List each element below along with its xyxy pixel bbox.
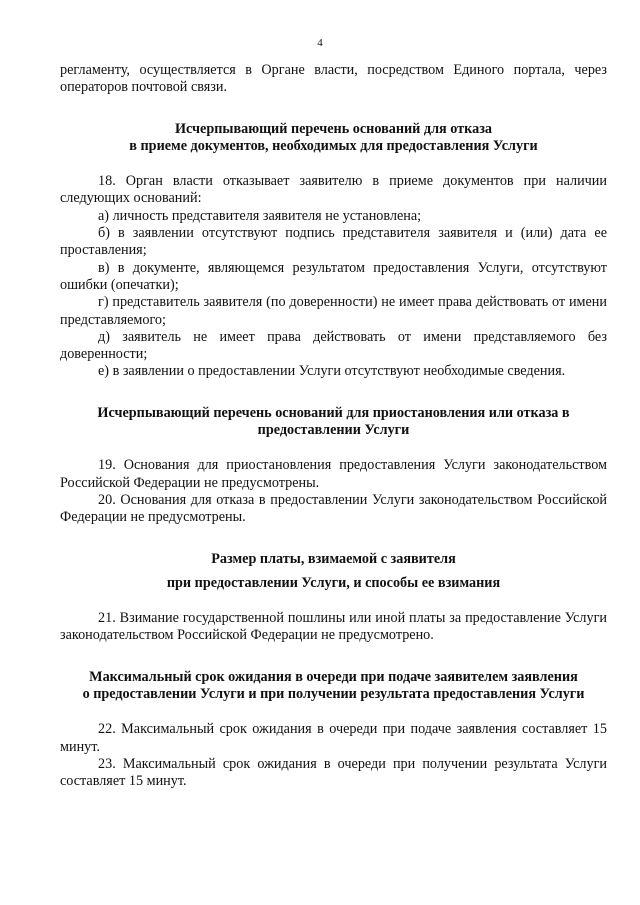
paragraph-19: 19. Основания для приостановления предоставления Услуги законодательством Российской Федерации не предусмотрены. [60, 457, 607, 491]
list-item-b: б) в заявлении отсутствуют подпись представителя заявителя и (или) дата ее проставления; [60, 225, 607, 259]
page-content [60, 0, 607, 791]
list-item-a: а) личность представителя заявителя не установлена; [98, 207, 422, 224]
intro-paragraph: регламенту, осуществляется в Органе власти, посредством Единого портала, через операторов почтовой связи. [60, 62, 607, 96]
section-queue-time [60, 669, 607, 791]
paragraph-21: 21. Взимание государственной пошлины или иной платы за предоставление Услуги законодательством Российской Федерации не предусмотрено. [60, 610, 607, 644]
paragraph-18: 18. Орган власти отказывает заявителю в приеме документов при наличии следующих оснований: [60, 173, 607, 207]
paragraph-23: 23. Максимальный срок ожидания в очереди при получении результата Услуги составляет 15 минут. [60, 755, 607, 790]
section-suspension-grounds [60, 405, 607, 527]
section-fee [60, 551, 607, 645]
page-number: 4 [317, 37, 323, 49]
section-heading: Исчерпывающий перечень оснований для отказа [174, 120, 492, 137]
list-item-v: в) в документе, являющемся результатом предоставления Услуги, отсутствуют ошибки (опечатки); [60, 259, 607, 293]
section-heading: Исчерпывающий перечень оснований для приостановления или отказа в [97, 404, 570, 421]
paragraph-22: 22. Максимальный срок ожидания в очереди при подаче заявления составляет 15 минут. [60, 721, 607, 755]
section-heading: при предоставлении Услуги, и способы ее взимания [166, 574, 501, 591]
list-item-e: е) в заявлении о предоставлении Услуги отсутствуют необходимые сведения. [98, 363, 566, 380]
section-heading: Размер платы, взимаемой с заявителя [211, 550, 456, 567]
list-item-g: г) представитель заявителя (по доверенности) не имеет права действовать от имени представляемого; [60, 294, 607, 328]
list-item-d: д) заявитель не имеет права действовать от имени представляемого без доверенности; [60, 328, 607, 363]
section-heading: Максимальный срок ожидания в очереди при подаче заявителем заявления [89, 668, 578, 685]
paragraph-20: 20. Основания для отказа в предоставлении Услуги законодательством Российской Федерации не предусмотрены. [60, 491, 607, 526]
section-heading: о предоставлении Услуги и при получении результата предоставления Услуги [82, 686, 585, 703]
section-refusal-grounds [60, 121, 607, 381]
section-heading: предоставлении Услуги [257, 422, 410, 439]
section-heading: в приеме документов, необходимых для предоставления Услуги [129, 137, 538, 154]
